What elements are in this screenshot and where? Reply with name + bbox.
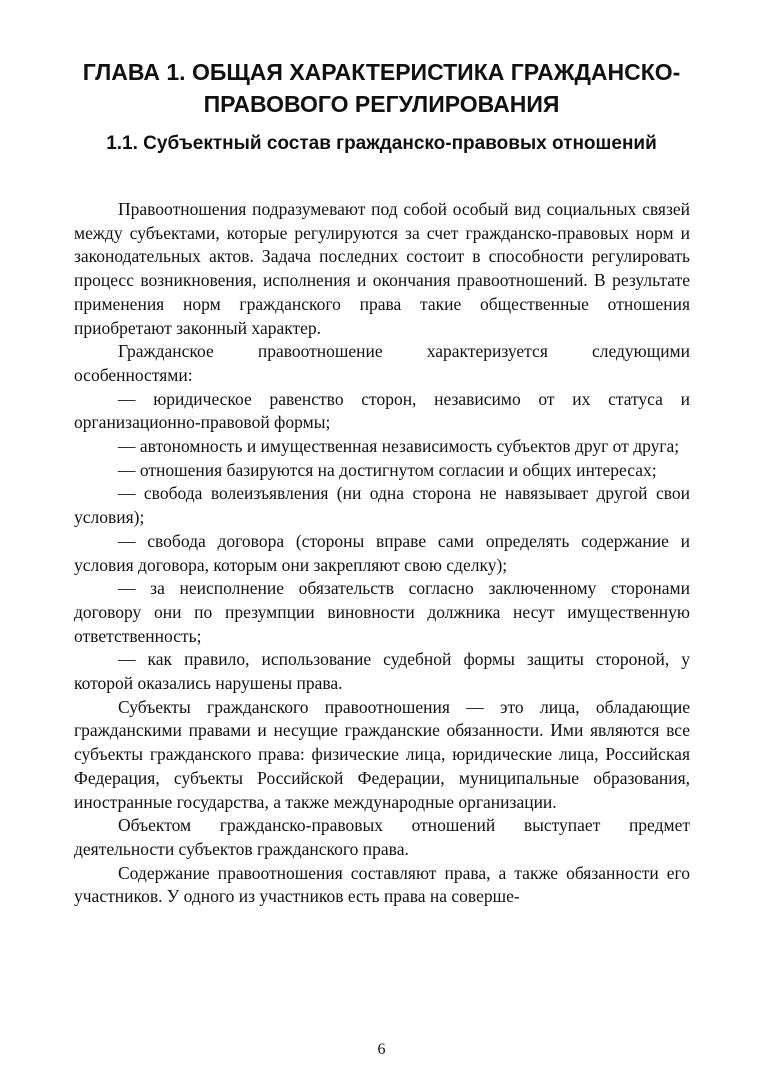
list-item: — свобода договора (стороны вправе сами определять содержание и условия договора, которым они закрепляют свою сделку); — [74, 530, 690, 575]
paragraph: Гражданское правоотношение характеризуется следующими особенностями: — [74, 341, 690, 385]
list-item: — автономность и имущественная независимость субъектов друг от друга; — [118, 436, 680, 457]
paragraph: Содержание правоотношения составляют права, а также обязанности его участников. У одного из участников есть права на соверше- — [74, 862, 690, 907]
paragraph: Объектом гражданско-правовых отношений выступает предмет деятельности субъектов гражданского права. — [74, 815, 690, 859]
chapter-title: ГЛАВА 1. ОБЩАЯ ХАРАКТЕРИСТИКА ГРАЖДАНСКО-ПРАВОВОГО РЕГУЛИРОВАНИЯ — [82, 59, 681, 117]
paragraph: Субъекты гражданского правоотношения — это лица, обладающие гражданскими правами и несущие гражданские обязанности. Ими являются все субъекты гражданского права: физические лица, юридические лица, Российская Федерация, субъекты Российской Федерации, муниципальные образования, иностранные государства, а также международные организации. — [74, 696, 690, 812]
list-item: — как правило, использование судебной формы защиты стороной, у которой оказались нарушены права. — [74, 649, 690, 694]
list-item: — свобода волеизъявления (ни одна сторона не навязывает другой свои условия); — [74, 483, 690, 528]
list-item: — отношения базируются на достигнутом согласии и общих интересах; — [118, 459, 657, 480]
page-number: 6 — [377, 1041, 386, 1058]
body-text — [74, 198, 690, 909]
list-item: — юридическое равенство сторон, независимо от их статуса и организационно-правовой формы; — [74, 388, 690, 433]
list-item: — за неисполнение обязательств согласно заключенному сторонами договору они по презумпции виновности должника несут имущественную ответственность; — [74, 578, 690, 646]
paragraph: Правоотношения подразумевают под собой особый вид социальных связей между субъектами, которые регулируются за счет гражданско-правовых норм и законодательных актов. Задача последних состоит в способности регулировать процесс возникновения, исполнения и окончания правоотношений. В результате применения норм гражданского права такие общественные отношения приобретают законный характер. — [74, 199, 690, 338]
section-title: 1.1. Субъектный состав гражданско-правовых отношений — [106, 133, 657, 154]
